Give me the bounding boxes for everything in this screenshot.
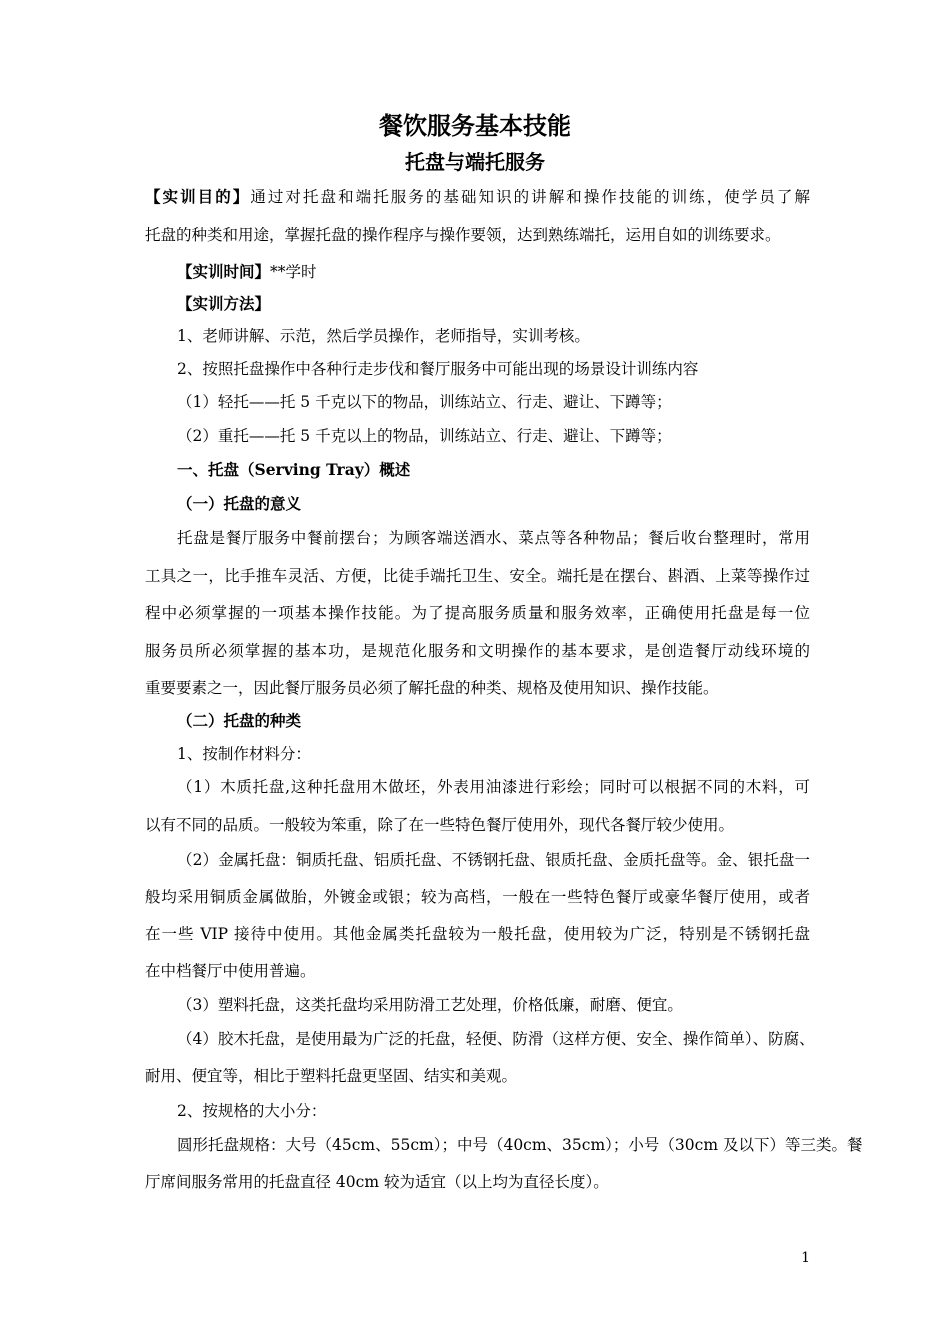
method-label: 【实训方法】 [177,294,271,313]
size-line-1: 圆形托盘规格：大号（45cm、55cm）；中号（40cm、35cm）；小号（30cm 及以下）等三类。餐 [177,1136,863,1154]
type-heading-size: 2、按规格的大小分： [177,1102,327,1120]
method-item-2: 2、按照托盘操作中各种行走步伐和餐厅服务中可能出现的场景设计训练内容 [177,360,699,378]
rubber-line-1: （4）胶木托盘，是使用最为广泛的托盘，轻便、防滑（这样方便、安全、操作简单）、防腐、 [177,1030,815,1048]
plastic-line-1: （3）塑料托盘，这类托盘均采用防滑工艺处理，价格低廉，耐磨、便宜。 [177,996,683,1014]
time-label: 【实训时间】 [177,262,271,281]
method-item-1: 1、老师讲解、示范，然后学员操作，老师指导，实训考核。 [177,327,590,345]
page-number: 1 [801,1250,810,1266]
page-subtitle: 托盘与端托服务 [405,150,545,174]
time-line [177,260,842,282]
meaning-line-3: 程中必须掌握的一项基本操作技能。为了提高服务质量和服务效率，正确使用托盘是每一位 [145,604,810,622]
purpose-line-2: 托盘的种类和用途，掌握托盘的操作程序与操作要领，达到熟练端托，运用自如的训练要求。 [145,226,781,244]
method-item-4: （2）重托——托 5 千克以上的物品，训练站立、行走、避让、下蹲等； [177,427,672,445]
subsection-heading-meaning: （一）托盘的意义 [177,494,302,513]
section-heading-1: 一、托盘（Serving Tray）概述 [177,460,411,479]
purpose-line-1 [145,185,810,207]
purpose-text-1: 通过对托盘和端托服务的基础知识的讲解和操作技能的训练，使学员了解 [250,188,810,206]
subsection-heading-types: （二）托盘的种类 [177,711,302,730]
rubber-line-2: 耐用、便宜等，相比于塑料托盘更坚固、结实和美观。 [145,1067,518,1085]
size-line-2: 厅席间服务常用的托盘直径 40cm 较为适宜（以上均为直径长度）。 [145,1173,609,1191]
page-title: 餐饮服务基本技能 [379,111,571,140]
time-value: **学时 [270,263,317,281]
metal-line-3: 在一些 VIP 接待中使用。其他金属类托盘较为一般托盘，使用较为广泛，特别是不锈钢托盘 [145,925,810,943]
wood-line-1: （1）木质托盘,这种托盘用木做坯，外表用油漆进行彩绘；同时可以根据不同的木料，可 [177,778,810,796]
metal-line-4: 在中档餐厅中使用普遍。 [145,962,316,980]
metal-line-1: （2）金属托盘：铜质托盘、铝质托盘、不锈钢托盘、银质托盘、金质托盘等。金、银托盘一 [177,851,810,869]
meaning-line-5: 重要要素之一，因此餐厅服务员必须了解托盘的种类、规格及使用知识、操作技能。 [145,679,719,697]
metal-line-2: 般均采用铜质金属做胎，外镀金或银；较为高档，一般在一些特色餐厅或豪华餐厅使用，或者 [145,888,810,906]
method-item-3: （1）轻托——托 5 千克以下的物品，训练站立、行走、避让、下蹲等； [177,393,672,411]
meaning-line-4: 服务员所必须掌握的基本功，是规范化服务和文明操作的基本要求，是创造餐厅动线环境的 [145,642,810,660]
meaning-line-1: 托盘是餐厅服务中餐前摆台；为顾客端送酒水、菜点等各种物品；餐后收台整理时，常用 [177,529,810,547]
wood-line-2: 以有不同的品质。一般较为笨重，除了在一些特色餐厅使用外，现代各餐厅较少使用。 [145,816,735,834]
purpose-label: 【实训目的】 [145,187,251,206]
type-heading-material: 1、按制作材料分： [177,745,311,763]
meaning-line-2: 工具之一，比手推车灵活、方便，比徒手端托卫生、安全。端托是在摆台、斟酒、上菜等操作过 [145,567,810,585]
